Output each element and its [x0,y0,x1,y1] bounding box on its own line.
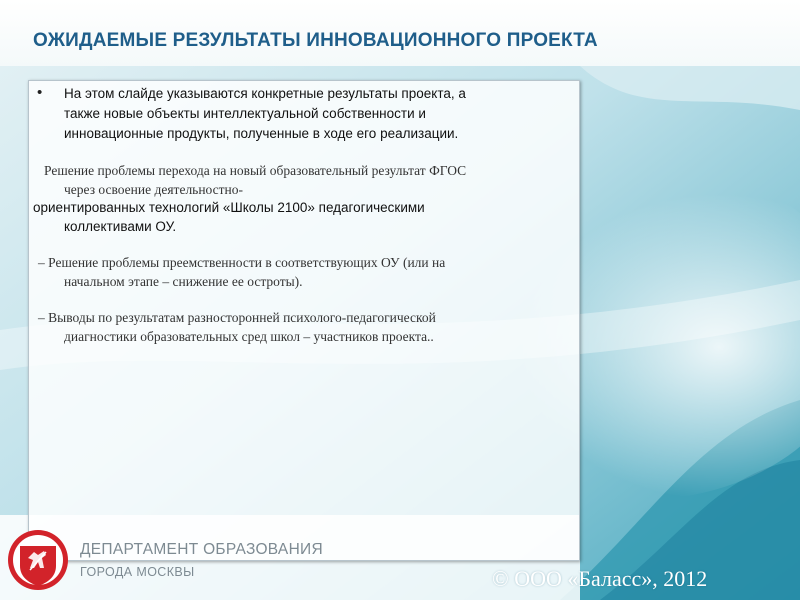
result-1-line: ориентированных технологий «Школы 2100» педагогическими [33,200,425,215]
intro-line: На этом слайде указываются конкретные результаты проекта, а [64,86,466,101]
result-3-line: диагностики образовательных сред школ – участников проекта.. [64,329,434,344]
intro-paragraph [64,84,564,144]
result-1-line: коллективами ОУ. [64,219,177,234]
result-1-line: через освоение деятельностно- [64,182,244,197]
bullet-marker: • [37,84,43,101]
footer-city: ГОРОДА МОСКВЫ [80,565,195,579]
copyright-notice: © ООО «Баласс», 2012 [492,566,708,591]
result-1-line: Решение проблемы перехода на новый образовательный результат ФГОС [44,163,467,178]
footer-department: ДЕПАРТАМЕНТ ОБРАЗОВАНИЯ [80,541,323,558]
intro-line: также новые объекты интеллектуальной собственности и [64,106,426,121]
result-3-line: – Выводы по результатам разносторонней психолого-педагогической [38,310,436,325]
moscow-coat-of-arms-icon [6,528,70,592]
result-2-line: – Решение проблемы преемственности в соответствующих ОУ (или на [38,255,446,270]
result-2-line: начальном этапе – снижение ее остроты). [64,274,303,289]
page-title: ОЖИДАЕМЫЕ РЕЗУЛЬТАТЫ ИННОВАЦИОННОГО ПРОЕКТА [33,30,598,51]
intro-line: инновационные продукты, полученные в ходе его реализации. [64,126,459,141]
